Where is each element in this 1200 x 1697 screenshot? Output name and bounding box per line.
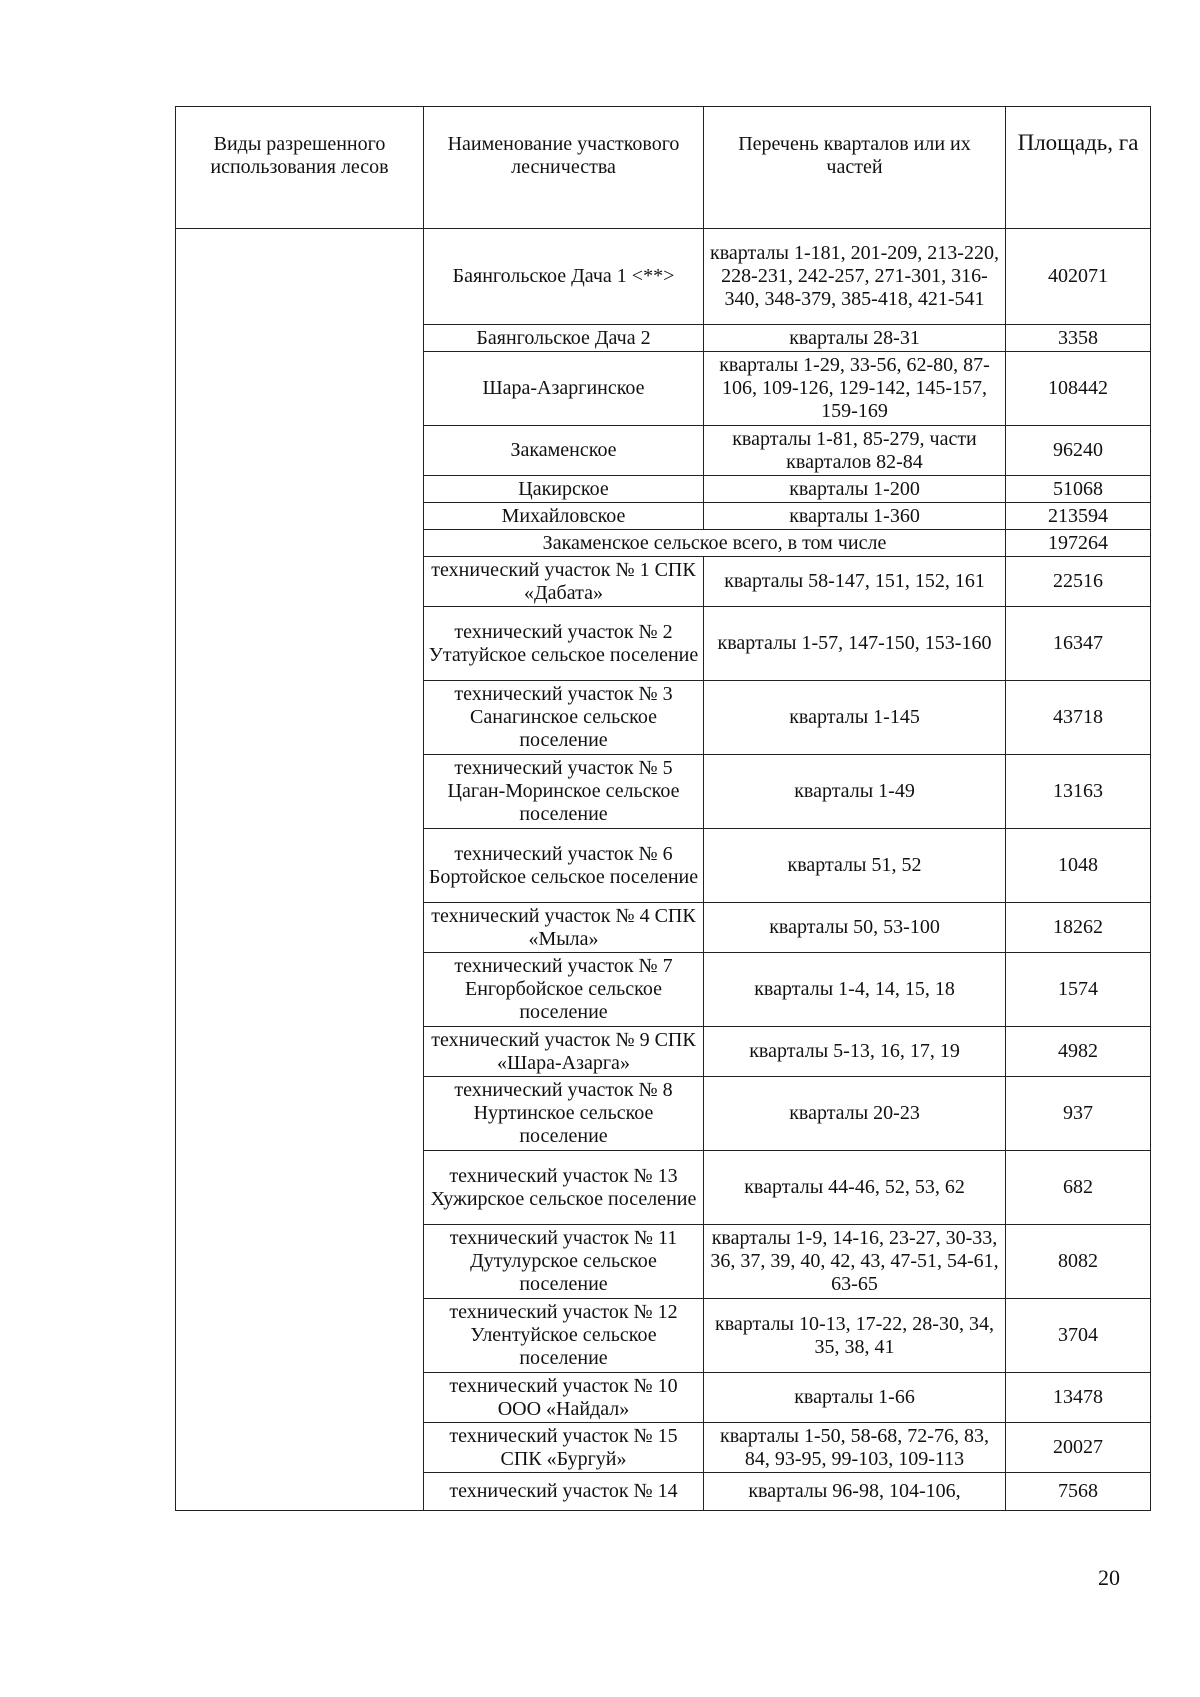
area-cell: 197264	[1006, 530, 1151, 557]
area-cell: 13163	[1006, 755, 1151, 829]
table-body	[176, 229, 1151, 1511]
area-cell: 43718	[1006, 681, 1151, 755]
area-cell: 682	[1006, 1151, 1151, 1225]
area-cell: 108442	[1006, 352, 1151, 426]
quarters-cell: кварталы 5-13, 16, 17, 19	[704, 1027, 1006, 1077]
quarters-cell: кварталы 1-66	[704, 1373, 1006, 1423]
forestry-name-cell: технический участок № 14	[424, 1473, 704, 1511]
quarters-cell: кварталы 1-4, 14, 15, 18	[704, 953, 1006, 1027]
quarters-cell: кварталы 1-9, 14-16, 23-27, 30-33, 36, 37, 39, 40, 42, 43, 47-51, 54-61, 63-65	[704, 1225, 1006, 1299]
quarters-cell: кварталы 1-57, 147-150, 153-160	[704, 607, 1006, 681]
forestry-name-cell: технический участок № 13 Хужирское сельское поселение	[424, 1151, 704, 1225]
forestry-name-cell: технический участок № 5 Цаган-Моринское сельское поселение	[424, 755, 704, 829]
forestry-name-cell: технический участок № 7 Енгорбойское сельское поселение	[424, 953, 704, 1027]
forestry-name-cell: технический участок № 10 ООО «Найдал»	[424, 1373, 704, 1423]
area-cell: 4982	[1006, 1027, 1151, 1077]
table-row	[176, 229, 1151, 325]
forest-use-table	[175, 106, 1151, 1511]
area-cell: 7568	[1006, 1473, 1151, 1511]
forestry-name-cell: технический участок № 8 Нуртинское сельское поселение	[424, 1077, 704, 1151]
forestry-name-cell: технический участок № 4 СПК «Мыла»	[424, 903, 704, 953]
area-cell: 13478	[1006, 1373, 1151, 1423]
forestry-name-cell: технический участок № 6 Бортойское сельское поселение	[424, 829, 704, 903]
quarters-cell: кварталы 1-360	[704, 503, 1006, 530]
area-cell: 937	[1006, 1077, 1151, 1151]
quarters-cell: кварталы 1-200	[704, 476, 1006, 503]
forestry-name-cell: технический участок № 12 Улентуйское сельское поселение	[424, 1299, 704, 1373]
header-quarters-list: Перечень кварталов или их частей	[704, 107, 1006, 229]
header-area: Площадь, га	[1006, 107, 1151, 229]
forestry-name-cell: технический участок № 11 Дутулурское сельское поселение	[424, 1225, 704, 1299]
quarters-cell: кварталы 1-50, 58-68, 72-76, 83, 84, 93-95, 99-103, 109-113	[704, 1423, 1006, 1473]
area-cell: 18262	[1006, 903, 1151, 953]
quarters-cell: кварталы 1-49	[704, 755, 1006, 829]
forestry-name-cell: технический участок № 3 Санагинское сельское поселение	[424, 681, 704, 755]
forestry-name-cell: Закаменское	[424, 426, 704, 476]
forestry-name-cell: Михайловское	[424, 503, 704, 530]
table-header-row	[176, 107, 1151, 229]
quarters-cell: кварталы 1-81, 85-279, части кварталов 82-84	[704, 426, 1006, 476]
quarters-cell: кварталы 10-13, 17-22, 28-30, 34, 35, 38, 41	[704, 1299, 1006, 1373]
area-cell: 96240	[1006, 426, 1151, 476]
quarters-cell: кварталы 58-147, 151, 152, 161	[704, 557, 1006, 607]
area-cell: 3358	[1006, 325, 1151, 352]
forestry-name-cell: Шара-Азаргинское	[424, 352, 704, 426]
area-cell: 16347	[1006, 607, 1151, 681]
area-cell: 213594	[1006, 503, 1151, 530]
area-cell: 8082	[1006, 1225, 1151, 1299]
forestry-name-cell: технический участок № 9 СПК «Шара-Азарга»	[424, 1027, 704, 1077]
quarters-cell: кварталы 96-98, 104-106,	[704, 1473, 1006, 1511]
area-cell: 1048	[1006, 829, 1151, 903]
forestry-name-cell: технический участок № 1 СПК «Дабата»	[424, 557, 704, 607]
area-cell: 402071	[1006, 229, 1151, 325]
quarters-cell: кварталы 44-46, 52, 53, 62	[704, 1151, 1006, 1225]
quarters-cell: кварталы 1-181, 201-209, 213-220, 228-231, 242-257, 271-301, 316-340, 348-379, 385-418, 421-541	[704, 229, 1006, 325]
forestry-name-cell: технический участок № 15 СПК «Бургуй»	[424, 1423, 704, 1473]
header-use-type: Виды разрешенного использования лесов	[176, 107, 424, 229]
use-type-cell	[176, 229, 424, 1511]
area-cell: 22516	[1006, 557, 1151, 607]
forestry-name-cell: Баянгольское Дача 2	[424, 325, 704, 352]
quarters-cell: кварталы 50, 53-100	[704, 903, 1006, 953]
area-cell: 51068	[1006, 476, 1151, 503]
forestry-name-cell: Баянгольское Дача 1 <**>	[424, 229, 704, 325]
forestry-name-cell: технический участок № 2 Утатуйское сельское поселение	[424, 607, 704, 681]
subtotal-label: Закаменское сельское всего, в том числе	[424, 530, 1006, 557]
quarters-cell: кварталы 1-145	[704, 681, 1006, 755]
quarters-cell: кварталы 28-31	[704, 325, 1006, 352]
area-cell: 3704	[1006, 1299, 1151, 1373]
document-sheet	[175, 106, 1151, 1511]
header-forestry-name: Наименование участкового лесничества	[424, 107, 704, 229]
quarters-cell: кварталы 51, 52	[704, 829, 1006, 903]
page-number: 20	[1098, 1565, 1120, 1590]
quarters-cell: кварталы 1-29, 33-56, 62-80, 87-106, 109-126, 129-142, 145-157, 159-169	[704, 352, 1006, 426]
area-cell: 1574	[1006, 953, 1151, 1027]
area-cell: 20027	[1006, 1423, 1151, 1473]
quarters-cell: кварталы 20-23	[704, 1077, 1006, 1151]
forestry-name-cell: Цакирское	[424, 476, 704, 503]
